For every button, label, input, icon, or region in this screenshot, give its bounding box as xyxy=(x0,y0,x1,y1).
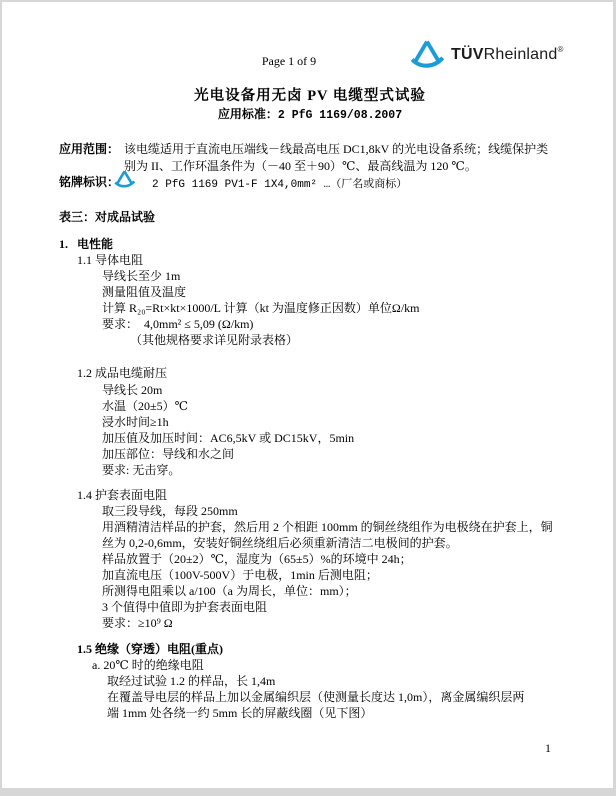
doc-line: 要求：≥10⁹ Ω xyxy=(102,616,173,630)
footer-page-number: 1 xyxy=(545,741,551,755)
section-1-2-title: 1.2 成品电缆耐压 xyxy=(77,366,168,380)
doc-line: a. 20℃ 时的绝缘电阻 xyxy=(92,658,204,672)
doc-line: 测量阻值及温度 xyxy=(102,285,187,299)
section1-number: 1. xyxy=(59,237,68,251)
doc-line: 加压部位：导线和水之间 xyxy=(102,447,235,461)
doc-line: 用酒精清洁样品的护套，然后用 2 个相距 100mm 的铜丝绕组作为电极绕在护套上，铜 xyxy=(102,520,553,534)
section1-title: 电性能 xyxy=(77,237,114,251)
scope-label: 应用范围： xyxy=(59,142,120,156)
doc-line: 加直流电压（100V-500V）于电极，1min 后测电阻； xyxy=(102,568,378,582)
section-1-1-title: 1.1 导体电阻 xyxy=(77,253,144,267)
doc-line: 计算 R₂₀=Rt×kt×1000/L 计算（kt 为温度修正因数）单位Ω/km xyxy=(102,301,420,315)
doc-line: 浸水时间≥1h xyxy=(102,415,169,429)
doc-line: 导线长 20m xyxy=(102,383,163,397)
doc-line: 取三段导线，每段 250mm xyxy=(102,504,238,518)
scope-line: 该电缆适用于直流电压端线－线最高电压 DC1,8kV 的光电设备系统；线缆保护类 xyxy=(124,142,549,156)
logo-wordmark xyxy=(451,45,564,64)
section-1-4-title: 1.4 护套表面电阻 xyxy=(77,488,168,502)
doc-line: 加压值及加压时间：AC6,5kV 或 DC15kV，5min xyxy=(102,431,355,445)
nameplate-value: 2 PfG 1169 PV1-F 1X4,0mm² …（厂名或商标） xyxy=(152,179,408,191)
doc-line: 端 1mm 处各绕一约 5mm 长的屏蔽线圈（见下图） xyxy=(107,706,373,720)
doc-line: （其他规格要求详见附录表格） xyxy=(130,333,299,347)
doc-standard-line xyxy=(2,106,616,124)
standard-value: 2 PfG 1169/08.2007 xyxy=(277,109,403,122)
doc-line: 取经过试验 1.2 的样品，长 1,4m xyxy=(107,674,276,688)
doc-line: 导线长至少 1m xyxy=(102,269,181,283)
nameplate-label: 铭牌标识： xyxy=(59,175,120,189)
registered-mark: ® xyxy=(557,44,564,54)
doc-line: 丝为 0,2-0,6mm，安装好铜丝绕组后必须重新清洁二电极间的护套。 xyxy=(102,536,458,550)
doc-line: 3 个值得中值即为护套表面电阻 xyxy=(102,600,268,614)
doc-line: 要求： 4,0mm² ≤ 5,09 (Ω/km) xyxy=(102,317,254,331)
scope-line: 别为 II、工作环温条件为（－40 至＋90）℃、最高线温为 120 ℃。 xyxy=(124,159,477,173)
doc-line: 所测得电阻乘以 a/100（a 为周长，单位：mm）； xyxy=(102,584,357,598)
section-1-5-title: 1.5 绝缘（穿透）电阻(重点) xyxy=(77,642,223,656)
doc-line: 要求: 无击穿。 xyxy=(102,463,181,477)
logo-rheinland-text: Rheinland xyxy=(483,45,558,63)
paper-sheet xyxy=(2,2,613,788)
doc-line: 水温（20±5）℃ xyxy=(102,399,189,413)
standard-label: 应用标准： xyxy=(217,107,278,121)
logo-tuv-text: TÜV xyxy=(451,45,484,63)
tuv-triangle-icon xyxy=(114,170,135,188)
doc-line: 样品放置于（20±2）℃，湿度为（65±5）%的环境中 24h； xyxy=(102,552,412,566)
doc-title: 光电设备用无卤 PV 电缆型式试验 xyxy=(194,88,426,104)
tuv-triangle-icon xyxy=(410,39,444,69)
tuv-rheinland-logo xyxy=(410,39,564,69)
table3-heading: 表三：对成品试验 xyxy=(59,210,156,224)
doc-line: 在覆盖导电层的样品上加以金属编织层（使测量长度达 1,0m），离金属编织层两 xyxy=(107,690,525,704)
page-header-label: Page 1 of 9 xyxy=(261,54,317,68)
